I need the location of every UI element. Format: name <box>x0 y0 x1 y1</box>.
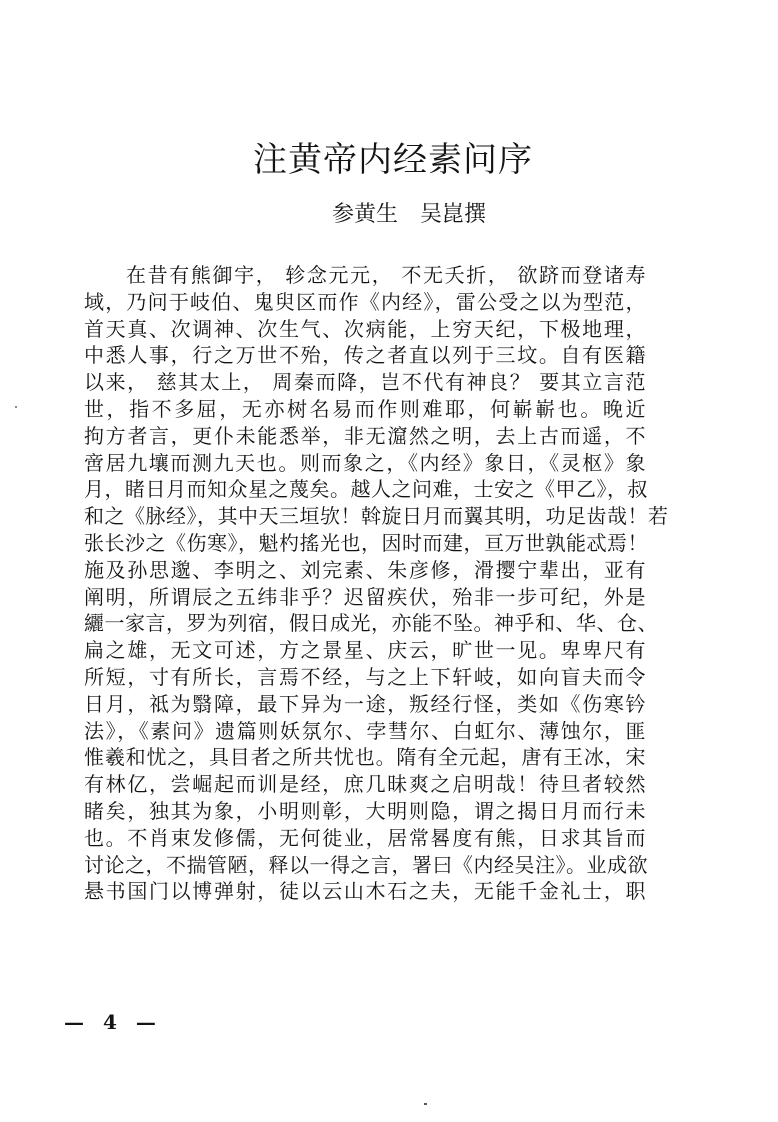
scan-artifact-dot <box>15 406 17 408</box>
text-line: 拘方者言，更仆未能悉举，非无㵠然之明，去上古而遥，不 <box>84 423 646 448</box>
byline-author: 吴崑撰 <box>420 202 487 227</box>
text-line: 域，乃问于岐伯、鬼臾区而作《内经》，雷公受之以为型范， <box>84 289 646 314</box>
text-line: 日月，祗为翳障，最下异为一途，叛经行怪，类如《伤寒钤 <box>84 691 646 716</box>
text-line: 中悉人事，行之万世不殆，传之者直以列于三坟。自有医籍 <box>84 343 646 368</box>
text-line: 法》，《素问》遗篇则妖氛尔、孛彗尔、白虹尔、薄蚀尔，匪 <box>84 718 646 743</box>
preface-body <box>84 262 669 905</box>
byline <box>0 200 778 230</box>
text-line: 悬书国门以博弹射，徒以云山木石之夫，无能千金礼士，职 <box>84 879 646 904</box>
text-line: 睹矣，独其为象，小明则彰，大明则隐，谓之揭日月而行未 <box>84 798 646 823</box>
text-line: 在昔有熊御宇， 轸念元元， 不无夭折， 欲跻而登诸寿 <box>126 263 646 287</box>
text-line: 啻居九壤而测九天也。则而象之，《内经》象日，《灵枢》象 <box>84 450 646 475</box>
page-number: — 4 — <box>64 1010 162 1034</box>
document-title: 注黄帝内经素问序 <box>253 140 533 180</box>
text-line: 纚一家言，罗为列宿，假日成光，亦能不坠。神乎和、华、仓、 <box>84 611 658 636</box>
text-line: 和之《脉经》，其中天三垣欤！斡旋日月而翼其明，功足齿哉！若 <box>84 504 669 529</box>
byline-origin: 参黄生 <box>331 202 398 227</box>
text-line: 世，指不多屈，无亦树名易而作则难耶，何嶄嶄也。晚近 <box>84 396 646 421</box>
text-line: 月，睹日月而知众星之蔑矣。越人之问难，士安之《甲乙》，叔 <box>84 477 648 502</box>
text-line: 张长沙之《伤寒》，魁杓搖光也，因时而建，亘万世孰能忒焉！ <box>84 530 648 555</box>
text-line: 也。不肖束发修儒，无何徙业，居常晷度有熊，日求其旨而 <box>84 825 646 850</box>
text-line: 阐明，所谓辰之五纬非乎？迟留疾伏，殆非一步可纪，外是 <box>84 584 646 609</box>
text-line: 有林亿，尝崛起而训是经，庶几昧爽之启明哉！待旦者较然 <box>84 772 646 797</box>
text-line: 讨论之，不揣管陋，释以一得之言，署曰《内经吴注》。业成欲 <box>84 852 648 877</box>
text-line: 施及孙思邈、李明之、刘完素、朱彦修，滑撄宁辈出，亚有 <box>84 557 646 582</box>
text-line: 首天真、次调神、次生气、次病能，上穷天纪，下极地理， <box>84 316 646 341</box>
scan-artifact-dot <box>424 1103 427 1105</box>
text-line: 所短，寸有所长，言焉不经，与之上下轩岐，如向盲夫而令 <box>84 664 646 689</box>
text-line: 扁之雄，无文可述，方之景星、庆云，旷世一见。卑卑尺有 <box>84 638 646 663</box>
text-line: 以来， 慈其太上， 周秦而降，岂不代有神良？ 要其立言范 <box>84 370 646 395</box>
text-line: 惟羲和忧之，具目者之所共忧也。隋有全元起，唐有王冰，宋 <box>84 745 646 770</box>
